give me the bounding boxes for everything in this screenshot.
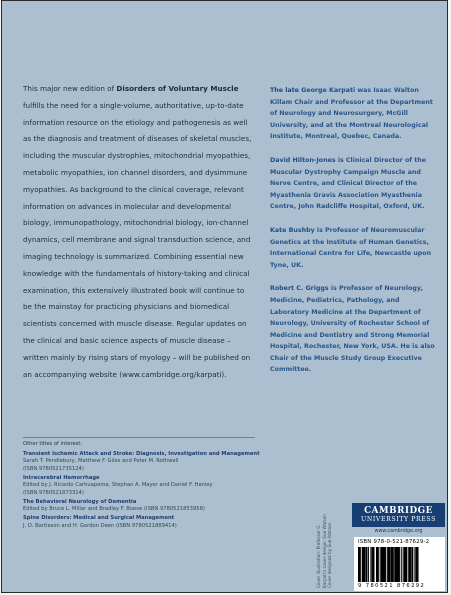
editor-name: David Hilton-Jones	[270, 156, 336, 164]
barcode-stripe	[401, 547, 402, 582]
barcode-stripe	[385, 547, 386, 582]
other-title-isbn: (ISBN 9780521735124)	[23, 465, 84, 472]
editor-bio	[270, 85, 438, 143]
barcode-stripe	[395, 547, 397, 582]
cover-credits	[316, 492, 344, 588]
blurb-intro: This major new edition of	[23, 84, 117, 93]
barcode-stripe	[403, 547, 404, 582]
barcode-stripe	[370, 547, 371, 582]
barcode-stripe	[376, 547, 378, 582]
barcode-stripe	[406, 547, 407, 582]
other-titles-heading: Other titles of interest:	[23, 441, 83, 447]
credit-line: Karpati's cover design: Sue Watson	[321, 514, 327, 588]
other-title-authors: Sarah T. Pendlebury, Matthew F. Giles and Peter M. Rothwell	[23, 458, 179, 465]
editor-description: is Clinical Director of the Muscular Dystrophy Campaign Muscle and Nerve Centre, and Clinical Director of the Myasthenia Gravis Association Myasthenia Centre, John Radcliffe Hospital, Oxford, UK.	[270, 156, 426, 211]
publisher-name-line1: CAMBRIDGE	[364, 506, 433, 516]
barcode-stripe	[393, 547, 394, 582]
section-divider	[23, 437, 255, 438]
barcode-stripe	[374, 547, 375, 582]
other-title-entry	[23, 515, 263, 530]
barcode-stripe	[411, 547, 413, 582]
editor-description: is Professor of Neuromuscular Genetics at the Institute of Human Genetics, International Centre for Life, Newcastle upon Tyne, UK.	[270, 226, 432, 269]
other-title-entry	[23, 499, 263, 514]
blurb-book-title: Disorders of Voluntary Muscle	[116, 84, 239, 93]
bio-prefix: The late	[270, 87, 302, 94]
book-back-cover	[1, 0, 448, 593]
barcode-stripe	[387, 547, 389, 582]
barcode-stripe	[383, 547, 385, 582]
other-title-authors: Edited by J. Ricardo Carhuapoma, Stephan A. Mayer and Daniel F. Hanley	[23, 482, 213, 489]
barcode-stripe	[418, 547, 419, 582]
cover-credits-text	[316, 492, 333, 588]
barcode-stripe	[365, 547, 367, 582]
blurb-body: fulfills the need for a single-volume, authoritative, up-to-date information resource on the etiology and pathogenesis as well as the diagnosis and treatment of diseases of skeletal muscles, including the muscular dystrophies, mitochondrial myopathies, metabolic myopathies, ion channel disorders, and dysimmune myopathies. As background to the clinical coverage, relevant information on advances in molecular and developmental biology, immunopathology, mitochondrial biology, ion-channel dynamics, cell membrane and signal transduction science, and imaging technology is summarized. Combining essential new knowledge with the fundamentals of history-taking and clinical examination, this extensively illustrated book will continue to be the mainstay for practicing physicians and biomedical scientists concerned with muscle disease. Regular updates on the clinical and basic science aspects of muscle disease – written mainly by rising stars of myology – will be published on an accompanying website (www.cambridge.org/karpati).	[23, 100, 252, 379]
barcode-stripe	[378, 547, 379, 582]
publisher-name-line2: UNIVERSITY PRESS	[361, 516, 436, 523]
other-title-name: Transient Ischemic Attack and Stroke: Diagnosis, Investigation and Management	[23, 450, 260, 457]
blurb-paragraph	[23, 81, 255, 383]
barcode-stripe	[360, 547, 361, 582]
other-titles-list	[23, 441, 263, 531]
barcode-stripe	[389, 547, 390, 582]
editor-name: Robert C. Griggs	[270, 285, 329, 293]
other-title-name: The Behavioral Neurology of Dementia	[23, 498, 137, 505]
editor-bio	[270, 225, 438, 271]
other-title-isbn: (ISBN 9780521873314)	[23, 489, 84, 496]
other-title-entry	[23, 475, 263, 498]
barcode-stripe	[399, 547, 400, 582]
editor-name: George Karpati	[301, 87, 356, 94]
editor-bios	[270, 85, 438, 388]
barcode-digits: 9 780521 876292	[358, 583, 426, 589]
isbn-label: ISBN 978-0-521-87629-2	[358, 539, 430, 545]
editor-description: was Isaac Walton Killam Chair and Professor at the Department of Neurology and Neurosurgery, McGill University, and at the Montreal Neurological Institute, Montreal, Quebec, Canada.	[270, 87, 433, 141]
barcode-stripe	[364, 547, 365, 582]
editor-name: Kate Bushby	[270, 226, 315, 234]
barcode-stripe	[358, 547, 360, 582]
barcode-stripe	[414, 547, 415, 582]
other-title-authors: Edited by Bruce L. Miller and Bradley F. Boeve (ISBN 9780521853958)	[23, 506, 205, 513]
barcode-stripe	[408, 547, 410, 582]
barcode-stripe	[410, 547, 411, 582]
publisher-logo	[352, 503, 445, 527]
other-title-entry	[23, 451, 263, 474]
credit-line: Cover illustration: Professor G.	[316, 524, 321, 588]
editor-description: is Professor of Neurology, Medicine, Pediatrics, Pathology, and Laboratory Medicine at the Department of Neurology, University of Rochester School of Medicine and Dentistry and Strong Memorial Hospital, Rochester, New York, USA. He is also Chair of the Muscle Study Group Executive Committee.	[270, 285, 435, 374]
book-blurb	[23, 81, 255, 383]
barcode-icon	[358, 547, 440, 582]
barcode-stripe	[390, 547, 393, 582]
other-title-name: Intracerebral Hemorrhage	[23, 474, 100, 481]
publisher-url: www.cambridge.org	[374, 529, 423, 534]
barcode-stripe	[380, 547, 381, 582]
other-title-name: Spine Disorders: Medical and Surgical Management	[23, 514, 175, 521]
barcode-stripe	[372, 547, 374, 582]
barcode-stripe	[368, 547, 369, 582]
barcode-panel	[354, 537, 445, 591]
editor-bio	[270, 155, 438, 213]
other-title-authors: J. D. Bartleson and H. Gordon Deen (ISBN 9780521889414)	[23, 522, 177, 529]
editor-bio	[270, 283, 438, 376]
barcode-stripe	[416, 547, 418, 582]
credit-line: Cover designed by Sue Watson	[327, 522, 332, 588]
